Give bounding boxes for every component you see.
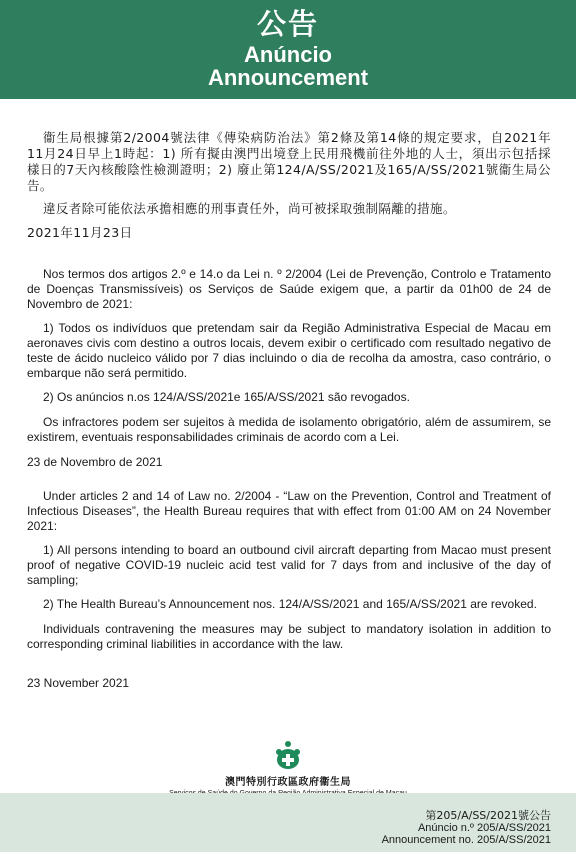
title-chinese: 公告 [256,7,319,41]
portuguese-date: 23 de Novembro de 2021 [27,455,163,469]
reference-chinese: 第205/A/SS/2021號公告 [425,809,551,822]
header-banner [0,0,576,99]
english-date: 23 November 2021 [27,676,130,690]
reference-portuguese: Anúncio n.º 205/A/SS/2021 [417,822,551,834]
announcement-references [382,810,551,846]
title-portuguese: Anúncio [244,42,332,67]
organization-block [0,740,576,798]
title-english: Announcement [207,65,369,90]
portuguese-item-1: 1) Todos os indivíduos que pretendam sair da Região Administrativa Especial de Macau em aeronaves civis com destino a outros locais, devem exibir o certificado com resultado negativo de teste de ácido nucleico válido por 7 dias incluindo o dia de recolha da amostra, caso contrário, o embarque não será permitido. [27,321,551,380]
announcement-body [27,130,551,691]
footer-band [0,793,576,852]
english-item-1: 1) All persons intending to board an outbound civil aircraft departing from Macao must present proof of negative COVID-19 nucleic acid test valid for 7 days from and inclusive of the day of sampling; [27,543,551,587]
portuguese-penalty: Os infractores podem ser sujeitos à medida de isolamento obrigatório, além de assumirem, se existirem, eventuais responsabilidades criminais de acordo com a Lei. [27,415,551,444]
chinese-paragraph-main: 衞生局根據第2/2004號法律《傳染病防治法》第2條及第14條的規定要求，自2021年11月24日早上1時起：1) 所有擬由澳門出境登上民用飛機前往外地的人士，須出示包括採樣日的7天內核酸陰性檢測證明；2) 廢止第124/A/SS/2021及165/A/SS/2021號衞生局公告。 [27,130,551,193]
portuguese-item-2: 2) Os anúncios n.os 124/A/SS/2021e 165/A/SS/2021 são revogados. [43,390,410,404]
english-penalty: Individuals contravening the measures may be subject to mandatory isolation in addition to corresponding criminal liabilities in accordance with the law. [27,622,551,651]
portuguese-intro: Nos termos dos artigos 2.º e 14.o da Lei n. º 2/2004 (Lei de Prevenção, Controlo e Tratamento de Doenças Transmissíveis) os Serviços de Saúde exigem que, a partir da 01h00 de 24 de Novembro de 2021: [27,267,551,311]
organization-name-chinese: 澳門特別行政區政府衞生局 [225,777,351,788]
reference-english: Announcement no. 205/A/SS/2021 [381,834,551,846]
chinese-date: 2021年11月23日 [27,225,133,240]
english-intro: Under articles 2 and 14 of Law no. 2/2004 - “Law on the Prevention, Control and Treatment of Infectious Diseases”, the Health Bureau requires that with effect from 01:00 AM on 24 November 2021: [27,489,551,533]
chinese-paragraph-penalty: 違反者除可能依法承擔相應的刑事責任外，尚可被採取強制隔離的措施。 [43,201,456,216]
english-item-2: 2) The Health Bureau’s Announcement nos. 124/A/SS/2021 and 165/A/SS/2021 are revoked. [43,597,537,611]
health-bureau-logo-icon [273,740,303,770]
